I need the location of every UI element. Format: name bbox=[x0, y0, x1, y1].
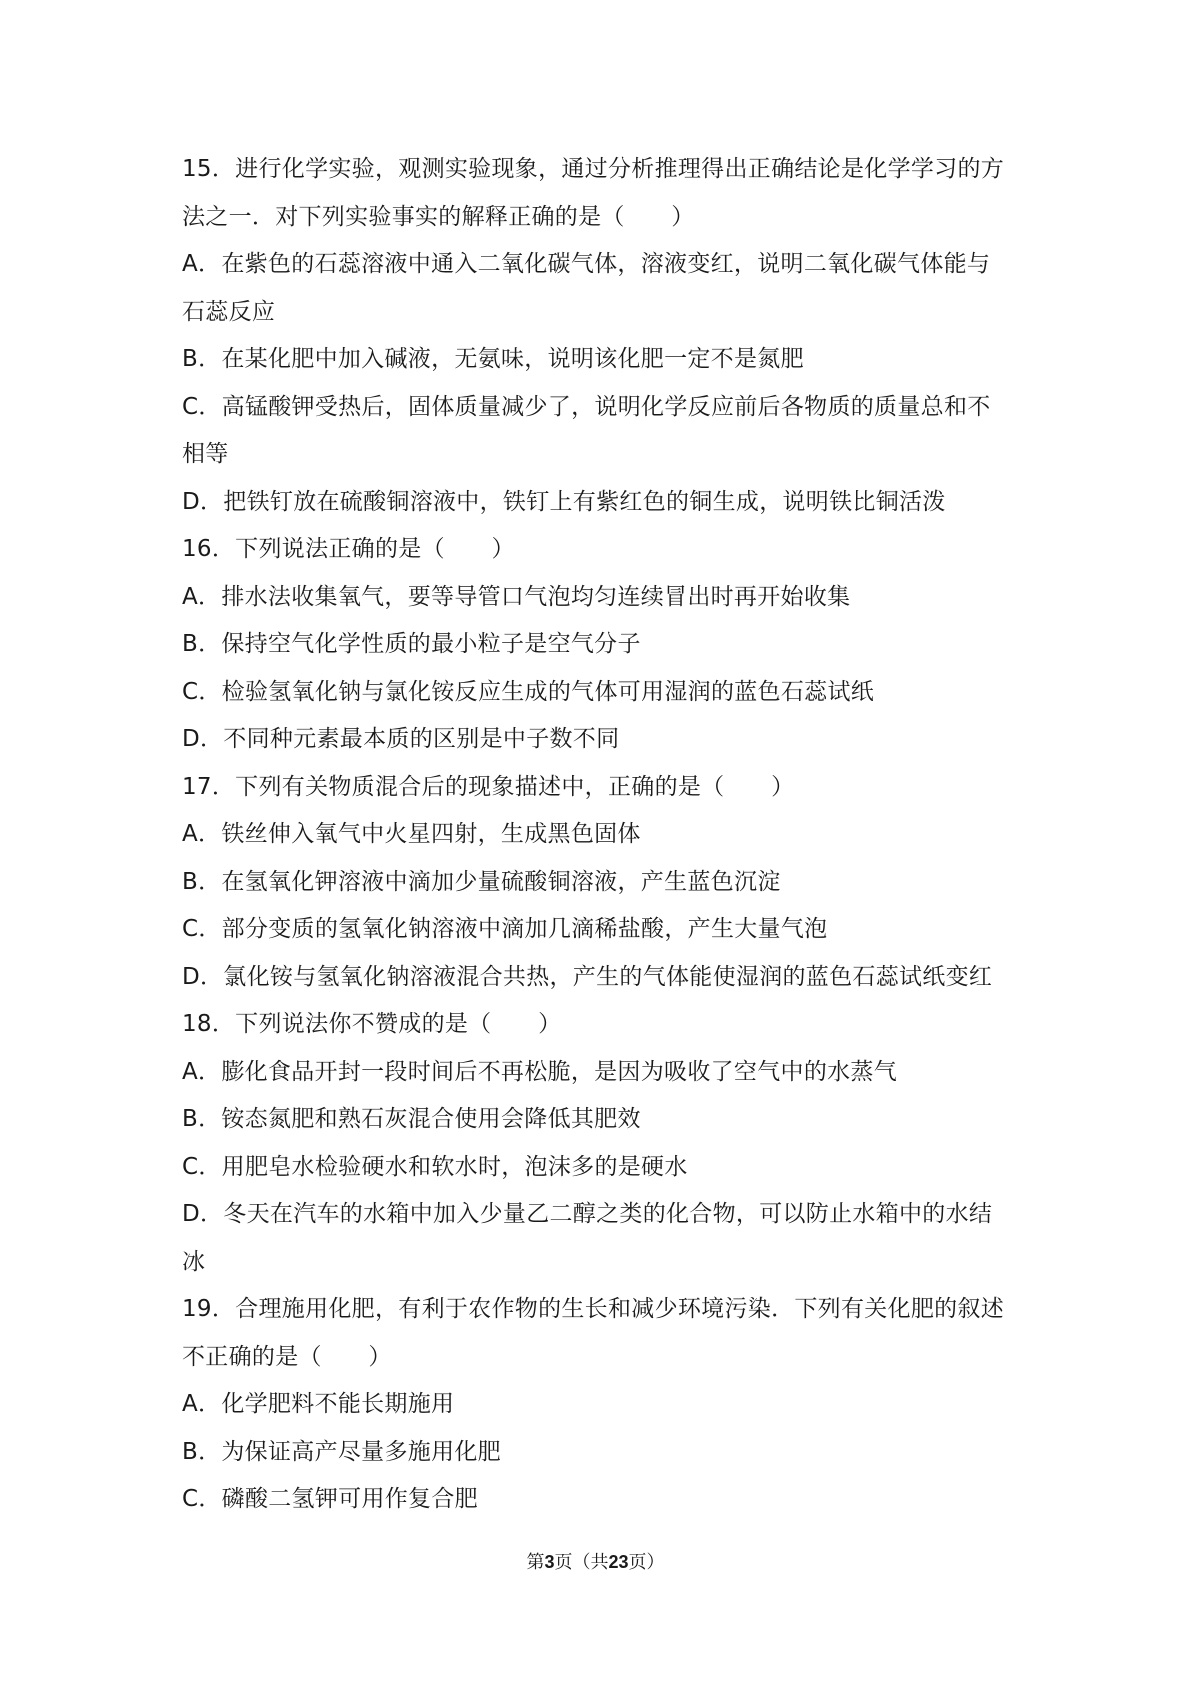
footer-total-pages: 23 bbox=[608, 1552, 629, 1572]
question-stem-line: 15．进行化学实验，观测实验现象，通过分析推理得出正确结论是化学学习的方 bbox=[182, 156, 1005, 182]
question-stem-line: 不正确的是（ ） bbox=[182, 1343, 392, 1370]
question-stem-line: 法之一．对下列实验事实的解释正确的是（ ） bbox=[182, 203, 695, 230]
option-d-line: 冰 bbox=[182, 1248, 206, 1275]
option-c-line: C．检验氢氧化钠与氯化铵反应生成的气体可用湿润的蓝色石蕊试纸 bbox=[182, 678, 875, 705]
footer-prefix: 第 bbox=[526, 1552, 545, 1573]
option-c-line: C．部分变质的氢氧化钠溶液中滴加几滴稀盐酸，产生大量气泡 bbox=[182, 916, 828, 942]
option-c-line: C．高锰酸钾受热后，固体质量减少了，说明化学反应前后各物质的质量总和不 bbox=[182, 393, 991, 420]
question-19 bbox=[182, 1286, 1022, 1524]
option-a-line: A．膨化食品开封一段时间后不再松脆，是因为吸收了空气中的水蒸气 bbox=[182, 1058, 898, 1085]
option-a-line: 石蕊反应 bbox=[182, 298, 276, 325]
option-a-line: A．铁丝伸入氧气中火星四射，生成黑色固体 bbox=[182, 821, 641, 847]
footer-middle: 页（共 bbox=[554, 1552, 609, 1573]
option-d-line: D．冬天在汽车的水箱中加入少量乙二醇之类的化合物，可以防止水箱中的水结 bbox=[182, 1201, 993, 1227]
question-18 bbox=[182, 1001, 1022, 1286]
option-a-line: A．在紫色的石蕊溶液中通入二氧化碳气体，溶液变红，说明二氧化碳气体能与 bbox=[182, 251, 991, 277]
question-17 bbox=[182, 764, 1022, 1002]
option-b-line: B．为保证高产尽量多施用化肥 bbox=[182, 1438, 501, 1465]
option-d-line: D．不同种元素最本质的区别是中子数不同 bbox=[182, 726, 620, 752]
option-a-line: A．化学肥料不能长期施用 bbox=[182, 1391, 455, 1417]
question-stem-line: 18．下列说法你不赞成的是（ ） bbox=[182, 1011, 562, 1037]
option-b-line: B．保持空气化学性质的最小粒子是空气分子 bbox=[182, 631, 641, 657]
question-stem-line: 16．下列说法正确的是（ ） bbox=[182, 536, 515, 562]
option-a-line: A．排水法收集氧气，要等导管口气泡均匀连续冒出时再开始收集 bbox=[182, 583, 851, 610]
page-content bbox=[182, 146, 1022, 1524]
option-d-line: D．把铁钉放在硫酸铜溶液中，铁钉上有紫红色的铜生成，说明铁比铜活泼 bbox=[182, 488, 946, 515]
option-c-line: 相等 bbox=[182, 441, 229, 467]
option-b-line: B．在某化肥中加入碱液，无氨味，说明该化肥一定不是氮肥 bbox=[182, 346, 804, 372]
page-footer bbox=[0, 1548, 1191, 1574]
question-stem-line: 19．合理施用化肥，有利于农作物的生长和减少环境污染．下列有关化肥的叙述 bbox=[182, 1296, 1005, 1322]
option-d-line: D．氯化铵与氢氧化钠溶液混合共热，产生的气体能使湿润的蓝色石蕊试纸变红 bbox=[182, 963, 993, 990]
option-b-line: B．在氢氧化钾溶液中滴加少量硫酸铜溶液，产生蓝色沉淀 bbox=[182, 868, 781, 895]
footer-page-number: 3 bbox=[544, 1552, 555, 1572]
option-c-line: C．磷酸二氢钾可用作复合肥 bbox=[182, 1486, 478, 1512]
question-15 bbox=[182, 146, 1022, 526]
option-b-line: B．铵态氮肥和熟石灰混合使用会降低其肥效 bbox=[182, 1106, 641, 1132]
question-stem-line: 17．下列有关物质混合后的现象描述中，正确的是（ ） bbox=[182, 773, 795, 800]
option-c-line: C．用肥皂水检验硬水和软水时，泡沫多的是硬水 bbox=[182, 1153, 688, 1180]
footer-suffix: 页） bbox=[628, 1552, 665, 1573]
question-16 bbox=[182, 526, 1022, 764]
